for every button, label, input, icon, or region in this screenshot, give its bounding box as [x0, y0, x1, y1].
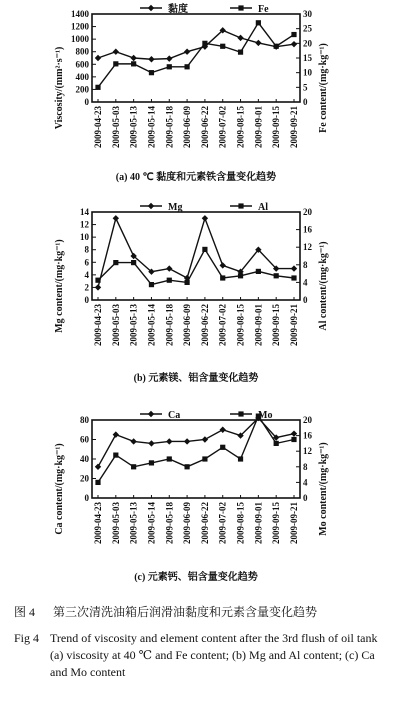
data-point-Ca [95, 464, 101, 470]
data-point-Al [274, 273, 279, 278]
legend-marker-Ca [148, 411, 154, 417]
x-tick-label: 2009-05-03 [110, 105, 121, 148]
x-tick-label: 2009-09-15 [271, 502, 282, 544]
x-tick-label: 2009-09-01 [253, 106, 264, 148]
data-point-Mo [113, 453, 118, 458]
left-tick-label: 1000 [71, 34, 89, 45]
right-tick-label: 10 [303, 67, 312, 78]
data-point-Fe [149, 70, 154, 75]
right-tick-label: 0 [303, 295, 308, 305]
figure-caption-english [14, 630, 394, 681]
x-tick-label: 2009-04-23 [93, 502, 103, 544]
data-point-Al [113, 260, 118, 265]
data-point-Al [256, 269, 261, 274]
plot-frame [92, 14, 300, 102]
x-tick-label: 2009-09-21 [289, 106, 299, 148]
right-tick-label: 15 [303, 53, 312, 63]
x-tick-label: 2009-08-15 [235, 502, 246, 544]
caption-cn-label: 图 4 [14, 605, 36, 619]
legend-marker-Mg [148, 203, 154, 209]
x-tick-label: 2009-09-01 [253, 502, 264, 544]
right-tick-label: 20 [303, 415, 312, 425]
legend-label-Fe: Fe [258, 4, 269, 15]
x-tick-label: 2009-09-01 [253, 304, 264, 346]
data-point-Ca [184, 438, 190, 444]
x-tick-label: 2009-09-21 [289, 304, 299, 346]
right-tick-label: 4 [303, 477, 308, 488]
x-tick-label: 2009-06-09 [182, 502, 193, 544]
right-tick-label: 20 [303, 207, 312, 217]
legend-marker-黏度 [148, 5, 154, 11]
x-tick-label: 2009-09-21 [289, 502, 299, 544]
chart-subcaption: (b) 元素镁、铝含量变化趋势 [133, 373, 259, 384]
left-tick-label: 0 [84, 295, 89, 305]
data-point-黏度 [291, 41, 297, 47]
right-tick-label: 8 [303, 461, 308, 472]
left-tick-label: 1200 [71, 21, 89, 32]
right-tick-label: 0 [303, 97, 308, 107]
x-tick-label: 2009-05-13 [128, 106, 139, 148]
caption-en-text: Trend of viscosity and element content after the 3rd flush of oil tank (a) viscosity at 40 ℃ and Fe content; (b) Mg and Al content; (c) Ca and Mo content [50, 631, 378, 679]
data-point-Mg [220, 262, 226, 268]
data-point-黏度 [237, 35, 243, 41]
data-point-Fe [167, 64, 172, 69]
data-point-Mo [95, 480, 100, 485]
data-point-Mo [167, 456, 172, 461]
data-point-Mo [274, 441, 279, 446]
x-tick-label: 2009-09-15 [271, 106, 282, 148]
right-tick-label: 12 [303, 242, 312, 253]
x-tick-label: 2009-05-18 [164, 106, 175, 148]
left-tick-label: 2 [84, 282, 89, 293]
data-point-Fe [95, 85, 100, 90]
left-tick-label: 12 [80, 219, 89, 230]
legend-label-黏度: 黏度 [168, 4, 188, 15]
data-point-黏度 [184, 49, 190, 55]
legend-label-Mg: Mg [168, 202, 183, 213]
data-point-Ca [148, 440, 154, 446]
x-tick-label: 2009-06-22 [199, 106, 210, 148]
x-tick-label: 2009-04-23 [93, 304, 103, 346]
right-tick-label: 25 [303, 23, 312, 34]
caption-cn-text: 第三次清洗油箱后润滑油黏度和元素含量变化趋势 [53, 605, 318, 619]
x-tick-label: 2009-08-15 [235, 106, 246, 149]
figure-caption-chinese [14, 604, 394, 621]
data-point-Al [291, 275, 296, 280]
series-line-Al [98, 249, 294, 284]
data-point-Fe [113, 61, 118, 66]
series-line-Mo [98, 416, 294, 482]
plot-frame [92, 212, 300, 300]
right-tick-label: 12 [303, 446, 312, 457]
left-tick-label: 10 [80, 232, 89, 243]
x-tick-label: 2009-06-22 [199, 502, 210, 544]
right-tick-label: 4 [303, 277, 308, 288]
data-point-Fe [256, 20, 261, 25]
x-tick-label: 2009-05-03 [110, 502, 121, 544]
left-tick-label: 80 [80, 415, 89, 425]
data-point-Mg [95, 284, 101, 290]
data-point-Fe [220, 44, 225, 49]
left-tick-label: 200 [75, 84, 89, 95]
right-tick-label: 0 [303, 493, 308, 503]
data-point-Mo [202, 456, 207, 461]
legend-label-Al: Al [258, 202, 268, 213]
data-point-Mo [149, 460, 154, 465]
data-point-Al [220, 275, 225, 280]
data-point-黏度 [255, 40, 261, 46]
chart-subcaption: (c) 元素钙、铝含量变化趋势 [134, 572, 258, 583]
legend-marker-Fe [238, 5, 243, 10]
chart-panel-3 [54, 410, 329, 583]
left-tick-label: 6 [84, 257, 89, 268]
x-tick-label: 2009-05-03 [110, 304, 121, 346]
data-point-Al [184, 280, 189, 285]
left-tick-label: 600 [75, 59, 89, 70]
data-point-Mo [184, 464, 189, 469]
data-point-Fe [202, 41, 207, 46]
series-line-Mg [98, 218, 294, 287]
data-point-Mo [131, 464, 136, 469]
data-point-Ca [130, 438, 136, 444]
left-tick-label: 40 [80, 454, 89, 464]
data-point-Fe [184, 64, 189, 69]
left-tick-label: 20 [80, 473, 89, 484]
data-point-Mo [220, 445, 225, 450]
data-point-Al [131, 260, 136, 265]
right-tick-label: 16 [303, 224, 312, 235]
y-axis-left-title: Ca content/(mg·kg⁻¹) [54, 443, 65, 535]
data-point-Mo [291, 437, 296, 442]
x-tick-label: 2009-06-22 [199, 304, 210, 346]
data-point-Al [149, 282, 154, 287]
chart-panel-1 [54, 2, 329, 183]
x-tick-label: 2009-07-02 [217, 106, 228, 149]
data-point-Mo [238, 456, 243, 461]
x-tick-label: 2009-06-09 [182, 106, 193, 148]
y-axis-right-title: Fe content/(mg·kg⁻¹) [318, 43, 329, 133]
x-tick-label: 2009-05-14 [146, 106, 157, 148]
data-point-Fe [291, 32, 296, 37]
x-tick-label: 2009-06-09 [182, 304, 193, 346]
data-point-Al [95, 278, 100, 283]
data-point-黏度 [166, 55, 172, 61]
left-tick-label: 1400 [71, 9, 89, 19]
y-axis-right-title: Mo content/(mg·kg⁻¹) [318, 442, 329, 536]
data-point-Fe [274, 44, 279, 49]
right-tick-label: 5 [303, 82, 308, 93]
x-tick-label: 2009-09-15 [271, 304, 282, 346]
x-tick-label: 2009-05-13 [128, 304, 139, 346]
right-tick-label: 30 [303, 9, 312, 19]
data-point-Fe [131, 61, 136, 66]
data-point-黏度 [113, 49, 119, 55]
legend-label-Mo: Mo [258, 410, 273, 421]
data-point-Al [238, 273, 243, 278]
y-axis-right-title: Al content/(mg·kg⁻¹) [318, 241, 329, 331]
x-tick-label: 2009-07-02 [217, 304, 228, 346]
data-point-黏度 [130, 55, 136, 61]
x-tick-label: 2009-05-14 [146, 304, 157, 346]
data-point-Ca [202, 436, 208, 442]
x-tick-label: 2009-08-15 [235, 304, 246, 346]
data-point-Al [167, 278, 172, 283]
y-axis-left-title: Mg content/(mg·kg⁻¹) [54, 239, 65, 333]
data-point-Mg [113, 215, 119, 221]
legend-marker-Al [238, 203, 243, 208]
x-tick-label: 2009-05-14 [146, 502, 157, 544]
data-point-Mg [202, 215, 208, 221]
x-tick-label: 2009-04-23 [93, 106, 103, 148]
caption-en-label: Fig 4 [14, 631, 40, 645]
right-tick-label: 16 [303, 430, 312, 441]
x-tick-label: 2009-07-02 [217, 502, 228, 544]
data-point-Fe [238, 50, 243, 55]
right-tick-label: 20 [303, 38, 312, 49]
data-point-Mg [291, 265, 297, 271]
data-point-黏度 [148, 56, 154, 62]
data-point-Al [202, 247, 207, 252]
data-point-Ca [166, 438, 172, 444]
x-tick-label: 2009-05-18 [164, 304, 175, 346]
left-tick-label: 14 [80, 207, 89, 217]
data-point-Ca [113, 431, 119, 437]
legend-marker-Mo [238, 411, 243, 416]
x-tick-label: 2009-05-18 [164, 502, 175, 544]
data-point-Mg [166, 265, 172, 271]
left-tick-label: 0 [84, 493, 89, 503]
left-tick-label: 60 [80, 434, 89, 445]
left-tick-label: 8 [84, 244, 89, 255]
chart-subcaption: (a) 40 ℃ 黏度和元素铁含量变化趋势 [115, 172, 277, 183]
chart-panel-2 [54, 202, 329, 384]
left-tick-label: 4 [84, 269, 89, 280]
data-point-Ca [220, 427, 226, 433]
right-tick-label: 8 [303, 259, 308, 270]
left-tick-label: 400 [75, 71, 89, 82]
legend-label-Ca: Ca [168, 410, 181, 421]
data-point-黏度 [95, 55, 101, 61]
x-tick-label: 2009-05-13 [128, 502, 139, 544]
left-tick-label: 0 [84, 97, 89, 107]
left-tick-label: 800 [75, 46, 89, 57]
y-axis-left-title: Viscosity/(mm²·s⁻¹) [54, 46, 65, 130]
